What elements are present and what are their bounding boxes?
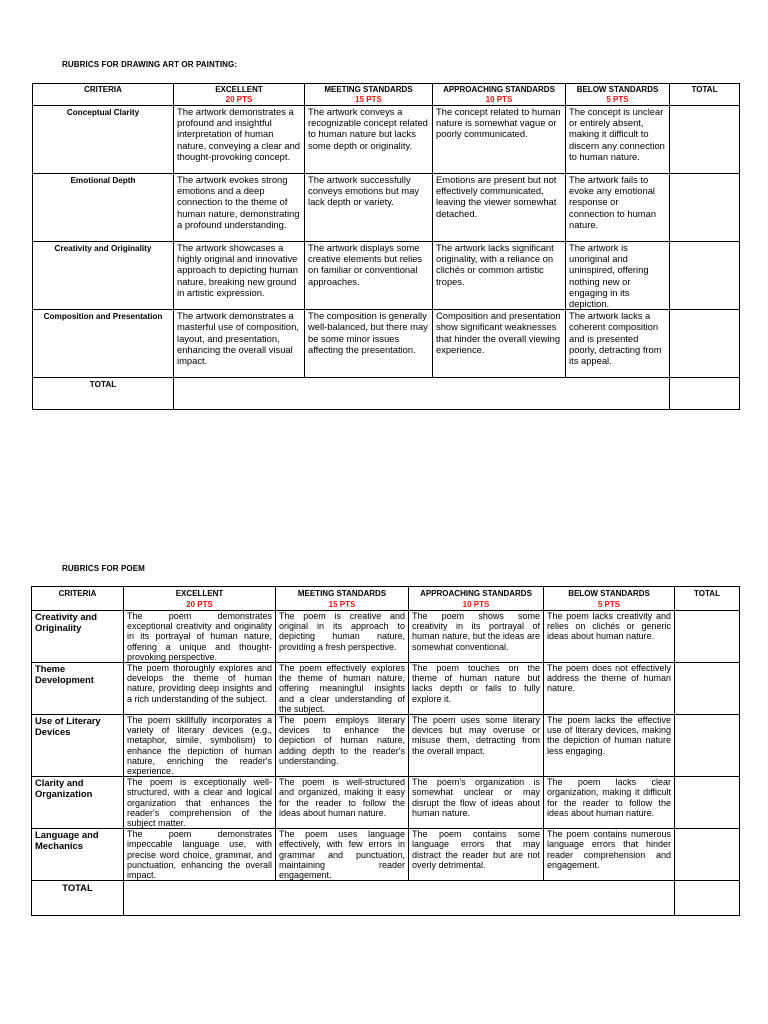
poem-meeting-cell: The poem employs literary devices to enhance the depiction of human nature, adding depth to the reader's understanding. [276,715,409,777]
art-approaching-cell: The concept related to human nature is somewhat vague or poorly communicated. [433,106,566,174]
art-rubric-title: RUBRICS FOR DRAWING ART OR PAINTING: [62,60,238,69]
poem-excellent-cell: The poem thoroughly explores and develops the theme of human nature, providing deep insights and a rich understanding of the subject. [124,663,276,715]
art-meeting-cell: The artwork successfully conveys emotions but may lack depth or variety. [305,174,433,242]
poem-approaching-cell: The poem shows some creativity in its portrayal of human nature, but the ideas are somewhat conventional. [409,611,544,663]
poem-excellent-cell: The poem skillfully incorporates a variety of literary devices (e.g., metaphor, simile, symbolism) to enhance the depiction of human nature, enriching the reader's experience. [124,715,276,777]
poem-rubric-table [31,586,740,916]
poem-total-row [32,881,740,916]
art-below-cell: The artwork fails to evoke any emotional response or connection to human nature. [566,174,670,242]
art-criteria-cell: Emotional Depth [33,174,174,242]
poem-criteria-cell: Language and Mechanics [32,829,124,881]
poem-header-approaching: APPROACHING STANDARDS 10 PTS [409,587,544,611]
art-meeting-cell: The artwork displays some creative elements but relies on familiar or conventional approaches. [305,242,433,310]
art-approaching-cell: Emotions are present but not effectively communicated, leaving the viewer somewhat detached. [433,174,566,242]
poem-row-language [32,829,740,881]
art-excellent-cell: The artwork showcases a highly original and innovative approach to depicting human nature, breaking new ground in artistic expression. [174,242,305,310]
poem-below-cell: The poem lacks the effective use of literary devices, making the depiction of human nature less engaging. [544,715,675,777]
poem-meeting-cell: The poem uses language effectively, with few errors in grammar and punctuation, maintaining reader engagement. [276,829,409,881]
art-total-label: TOTAL [33,378,174,410]
art-excellent-cell: The artwork demonstrates a profound and insightful interpretation of human nature, conveying a clear and thought-provoking concept. [174,106,305,174]
poem-row-literary-devices [32,715,740,777]
poem-header-excellent: EXCELLENT 20 PTS [124,587,276,611]
art-total-cell[interactable] [670,106,740,174]
poem-header-row [32,587,740,611]
poem-criteria-cell: Creativity and Originality [32,611,124,663]
poem-criteria-cell: Use of Literary Devices [32,715,124,777]
poem-total-cell[interactable] [675,663,740,715]
art-header-total: TOTAL [670,84,740,106]
poem-excellent-cell: The poem is exceptionally well-structured, with a clear and logical organization that enhances the reader's comprehension of the subject matter. [124,777,276,829]
art-excellent-cell: The artwork demonstrates a masterful use of composition, layout, and presentation, enhancing the overall visual impact. [174,310,305,378]
art-meeting-points: 15 PTS [355,95,382,104]
art-row-creativity [33,242,740,310]
poem-approaching-points: 10 PTS [462,600,490,609]
art-meeting-cell: The artwork conveys a recognizable concept related to human nature but lacks some depth or originality. [305,106,433,174]
art-header-criteria: CRITERIA [33,84,174,106]
art-row-emotional-depth [33,174,740,242]
art-meeting-cell: The composition is generally well-balanced, but there may be some minor issues affecting the presentation. [305,310,433,378]
art-total-row [33,378,740,410]
art-row-composition [33,310,740,378]
poem-below-cell: The poem contains numerous language errors that hinder reader comprehension and engagement. [544,829,675,881]
art-below-cell: The concept is unclear or entirely absent, making it difficult to discern any connection to human nature. [566,106,670,174]
poem-approaching-cell: The poem touches on the theme of human nature but lacks depth or fails to fully explore it. [409,663,544,715]
poem-header-below: BELOW STANDARDS 5 PTS [544,587,675,611]
poem-below-cell: The poem does not effectively address the theme of human nature. [544,663,675,715]
poem-row-clarity [32,777,740,829]
poem-row-creativity [32,611,740,663]
poem-total-cell[interactable] [675,611,740,663]
art-below-cell: The artwork is unoriginal and uninspired, offering nothing new or engaging in its depiction. [566,242,670,310]
poem-criteria-cell: Clarity and Organization [32,777,124,829]
art-excellent-points: 20 PTS [225,95,253,104]
art-row-conceptual-clarity [33,106,740,174]
poem-below-cell: The poem lacks creativity and relies on clichés or generic ideas about human nature. [544,611,675,663]
poem-excellent-points: 20 PTS [186,600,213,609]
poem-excellent-cell: The poem demonstrates impeccable language use, with precise word choice, grammar, and punctuation, enhancing the overall impact. [124,829,276,881]
poem-total-cell[interactable] [675,715,740,777]
poem-approaching-cell: The poem contains some language errors that may distract the reader but are not overly detrimental. [409,829,544,881]
poem-meeting-points: 15 PTS [328,600,356,609]
poem-excellent-cell: The poem demonstrates exceptional creativity and originality in its portrayal of human nature, offering a unique and thought-provoking perspective. [124,611,276,663]
poem-rubric-title: RUBRICS FOR POEM [62,564,145,573]
art-below-cell: The artwork lacks a coherent composition and is presented poorly, detracting from its appeal. [566,310,670,378]
poem-header-criteria: CRITERIA [32,587,124,611]
poem-total-label: TOTAL [32,881,124,916]
poem-below-cell: The poem lacks clear organization, making it difficult for the reader to follow the ideas about human nature. [544,777,675,829]
poem-header-total: TOTAL [675,587,740,611]
poem-header-meeting: MEETING STANDARDS 15 PTS [276,587,409,611]
poem-row-theme [32,663,740,715]
art-header-meeting: MEETING STANDARDS 15 PTS [305,84,433,106]
poem-total-blank[interactable] [124,881,675,916]
poem-below-points: 5 PTS [597,600,621,609]
art-header-row [33,84,740,106]
art-header-below: BELOW STANDARDS 5 PTS [566,84,670,106]
art-header-excellent: EXCELLENT 20 PTS [174,84,305,106]
art-criteria-cell: Conceptual Clarity [33,106,174,174]
poem-approaching-cell: The poem's organization is somewhat unclear or may disrupt the flow of ideas about human nature. [409,777,544,829]
poem-total-cell[interactable] [675,829,740,881]
art-total-cell[interactable] [670,310,740,378]
art-below-points: 5 PTS [606,95,629,104]
art-approaching-cell: Composition and presentation show significant weaknesses that hinder the overall viewing experience. [433,310,566,378]
poem-criteria-cell: Theme Development [32,663,124,715]
art-criteria-cell: Creativity and Originality [33,242,174,310]
art-criteria-cell: Composition and Presentation [33,310,174,378]
art-total-cell[interactable] [670,174,740,242]
art-rubric-table [32,83,740,410]
poem-total-cell[interactable] [675,777,740,829]
poem-approaching-cell: The poem uses some literary devices but may overuse or misuse them, detracting from the overall impact. [409,715,544,777]
poem-grand-total-cell[interactable] [675,881,740,916]
art-header-approaching: APPROACHING STANDARDS 10 PTS [433,84,566,106]
art-total-cell[interactable] [670,242,740,310]
art-excellent-cell: The artwork evokes strong emotions and a deep connection to the theme of human nature, demonstrating a profound understanding. [174,174,305,242]
art-approaching-cell: The artwork lacks significant originality, with a reliance on clichés or common artistic tropes. [433,242,566,310]
poem-meeting-cell: The poem is well-structured and organized, making it easy for the reader to follow the ideas about human nature. [276,777,409,829]
art-total-blank[interactable] [174,378,670,410]
poem-meeting-cell: The poem is creative and original in its approach to depicting human nature, providing a fresh perspective. [276,611,409,663]
poem-meeting-cell: The poem effectively explores the theme of human nature, offering meaningful insights and a clear understanding of the subject. [276,663,409,715]
art-grand-total-cell[interactable] [670,378,740,410]
art-approaching-points: 10 PTS [485,95,513,104]
